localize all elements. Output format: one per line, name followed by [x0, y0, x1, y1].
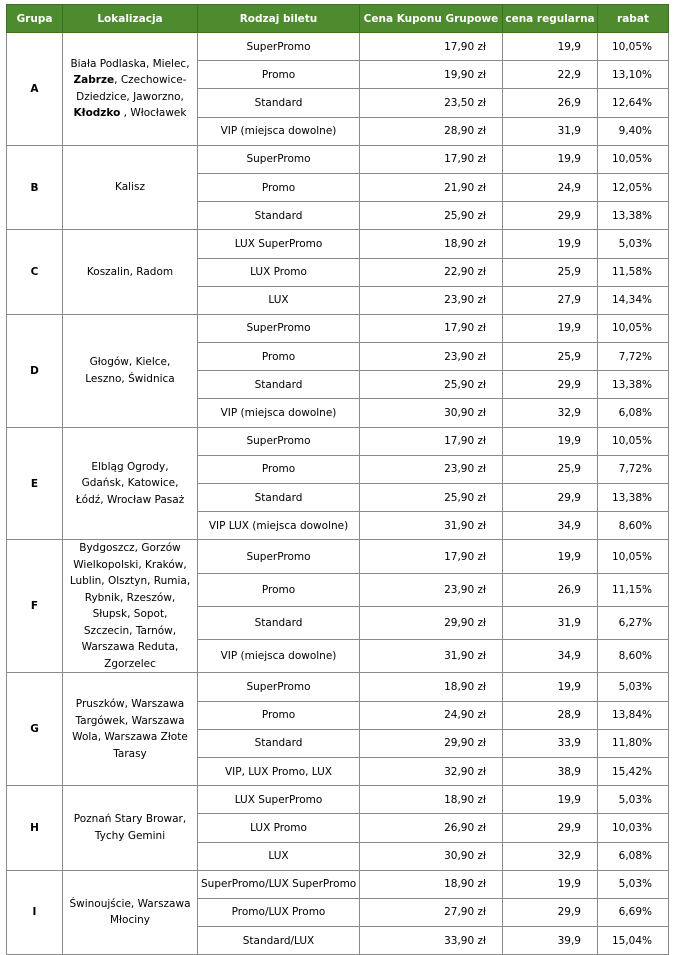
regular-price-cell: 39,9 [503, 927, 598, 955]
coupon-price-cell: 25,90 zł [360, 202, 503, 230]
regular-price-cell: 26,9 [503, 89, 598, 117]
table-row [7, 786, 669, 814]
discount-cell: 13,38% [598, 202, 669, 230]
discount-cell: 10,03% [598, 814, 669, 842]
ticket-type-cell: SuperPromo [198, 540, 360, 573]
location-text: Poznań Stary Browar, Tychy Gemini [73, 813, 187, 842]
group-label: F [7, 540, 63, 673]
location-text: Koszalin, Radom [86, 265, 174, 278]
group-locations [63, 145, 198, 230]
regular-price-cell: 29,9 [503, 202, 598, 230]
regular-price-cell: 31,9 [503, 606, 598, 639]
group-label: G [7, 673, 63, 786]
regular-price-cell: 31,9 [503, 117, 598, 145]
coupon-price-cell: 31,90 zł [360, 512, 503, 540]
group-label: D [7, 314, 63, 427]
location-text: Bydgoszcz, Gorzów Wielkopolski, Kraków, Lublin, Olsztyn, Rumia, Rybnik, Rzeszów, Słupsk, Sopot, Szczecin, Tarnów, Warszawa Reduta, Zgorzelec [69, 542, 191, 670]
discount-cell: 5,03% [598, 673, 669, 701]
location-text: Głogów, Kielce, Leszno, Świdnica [85, 356, 175, 385]
discount-cell: 15,04% [598, 927, 669, 955]
ticket-type-cell: SuperPromo [198, 673, 360, 701]
coupon-price-cell: 22,90 zł [360, 258, 503, 286]
regular-price-cell: 29,9 [503, 371, 598, 399]
regular-price-cell: 19,9 [503, 33, 598, 61]
header-location: Lokalizacja [63, 5, 198, 33]
discount-cell: 12,05% [598, 173, 669, 201]
regular-price-cell: 19,9 [503, 870, 598, 898]
discount-cell: 13,10% [598, 61, 669, 89]
location-text: , Włocławek [120, 107, 187, 120]
regular-price-cell: 34,9 [503, 640, 598, 673]
regular-price-cell: 32,9 [503, 842, 598, 870]
ticket-type-cell: VIP (miejsca dowolne) [198, 399, 360, 427]
ticket-type-cell: Promo [198, 61, 360, 89]
coupon-price-cell: 25,90 zł [360, 484, 503, 512]
ticket-type-cell: LUX [198, 286, 360, 314]
regular-price-cell: 25,9 [503, 455, 598, 483]
regular-price-cell: 19,9 [503, 314, 598, 342]
discount-cell: 11,80% [598, 729, 669, 757]
group-label: A [7, 33, 63, 146]
ticket-type-cell: SuperPromo [198, 33, 360, 61]
ticket-type-cell: SuperPromo/LUX SuperPromo [198, 870, 360, 898]
ticket-type-cell: LUX Promo [198, 258, 360, 286]
discount-cell: 13,38% [598, 371, 669, 399]
regular-price-cell: 19,9 [503, 540, 598, 573]
location-text: Biała Podlaska, Mielec, [70, 57, 190, 70]
coupon-price-cell: 23,90 zł [360, 343, 503, 371]
discount-cell: 6,08% [598, 842, 669, 870]
regular-price-cell: 26,9 [503, 573, 598, 606]
group-label: H [7, 786, 63, 871]
discount-cell: 8,60% [598, 512, 669, 540]
ticket-type-cell: LUX SuperPromo [198, 786, 360, 814]
discount-cell: 11,58% [598, 258, 669, 286]
location-highlight: Zabrze [73, 74, 115, 87]
regular-price-cell: 19,9 [503, 673, 598, 701]
ticket-type-cell: LUX SuperPromo [198, 230, 360, 258]
group-label: B [7, 145, 63, 230]
regular-price-cell: 19,9 [503, 786, 598, 814]
discount-cell: 10,05% [598, 33, 669, 61]
discount-cell: 11,15% [598, 573, 669, 606]
discount-cell: 9,40% [598, 117, 669, 145]
discount-cell: 14,34% [598, 286, 669, 314]
ticket-type-cell: Promo [198, 455, 360, 483]
discount-cell: 8,60% [598, 640, 669, 673]
coupon-price-cell: 30,90 zł [360, 399, 503, 427]
regular-price-cell: 38,9 [503, 757, 598, 785]
group-label: E [7, 427, 63, 540]
group-locations [63, 673, 198, 786]
ticket-type-cell: SuperPromo [198, 314, 360, 342]
regular-price-cell: 19,9 [503, 427, 598, 455]
ticket-type-cell: LUX [198, 842, 360, 870]
coupon-price-cell: 17,90 zł [360, 427, 503, 455]
group-locations [63, 870, 198, 955]
ticket-type-cell: VIP LUX (miejsca dowolne) [198, 512, 360, 540]
coupon-price-cell: 18,90 zł [360, 870, 503, 898]
header-coupon-price: Cena Kuponu Grupowe [360, 5, 503, 33]
coupon-price-cell: 17,90 zł [360, 314, 503, 342]
regular-price-cell: 27,9 [503, 286, 598, 314]
discount-cell: 5,03% [598, 786, 669, 814]
ticket-type-cell: Standard [198, 606, 360, 639]
coupon-price-cell: 30,90 zł [360, 842, 503, 870]
coupon-price-cell: 17,90 zł [360, 540, 503, 573]
location-text: Świnoujście, Warszawa Młociny [69, 897, 191, 927]
location-text: Kalisz [115, 181, 145, 194]
ticket-type-cell: Standard [198, 729, 360, 757]
table-row [7, 870, 669, 898]
discount-cell: 7,72% [598, 455, 669, 483]
ticket-type-cell: Standard [198, 484, 360, 512]
ticket-type-cell: SuperPromo [198, 145, 360, 173]
coupon-price-cell: 19,90 zł [360, 61, 503, 89]
location-text: Pruszków, Warszawa Targówek, Warszawa Wola, Warszawa Złote Tarasy [72, 698, 188, 760]
discount-cell: 5,03% [598, 230, 669, 258]
group-label: C [7, 230, 63, 315]
discount-cell: 6,27% [598, 606, 669, 639]
coupon-price-cell: 23,50 zł [360, 89, 503, 117]
header-group: Grupa [7, 5, 63, 33]
regular-price-cell: 24,9 [503, 173, 598, 201]
coupon-price-cell: 29,90 zł [360, 729, 503, 757]
pricing-table-container [6, 4, 668, 955]
regular-price-cell: 25,9 [503, 343, 598, 371]
coupon-price-cell: 23,90 zł [360, 573, 503, 606]
discount-cell: 15,42% [598, 757, 669, 785]
coupon-price-cell: 24,90 zł [360, 701, 503, 729]
table-row [7, 540, 669, 573]
discount-cell: 6,08% [598, 399, 669, 427]
ticket-type-cell: VIP, LUX Promo, LUX [198, 757, 360, 785]
regular-price-cell: 28,9 [503, 701, 598, 729]
regular-price-cell: 32,9 [503, 399, 598, 427]
table-row [7, 314, 669, 342]
coupon-price-cell: 17,90 zł [360, 33, 503, 61]
ticket-type-cell: Promo [198, 573, 360, 606]
ticket-type-cell: SuperPromo [198, 427, 360, 455]
discount-cell: 13,84% [598, 701, 669, 729]
group-locations [63, 427, 198, 540]
regular-price-cell: 29,9 [503, 484, 598, 512]
discount-cell: 10,05% [598, 540, 669, 573]
table-body [7, 33, 669, 955]
header-ticket-type: Rodzaj biletu [198, 5, 360, 33]
regular-price-cell: 25,9 [503, 258, 598, 286]
ticket-type-cell: Promo/LUX Promo [198, 898, 360, 926]
coupon-price-cell: 18,90 zł [360, 230, 503, 258]
ticket-type-cell: VIP (miejsca dowolne) [198, 640, 360, 673]
regular-price-cell: 19,9 [503, 230, 598, 258]
coupon-price-cell: 29,90 zł [360, 606, 503, 639]
discount-cell: 13,38% [598, 484, 669, 512]
coupon-price-cell: 32,90 zł [360, 757, 503, 785]
regular-price-cell: 29,9 [503, 814, 598, 842]
table-row [7, 673, 669, 701]
group-locations [63, 33, 198, 146]
location-highlight: Kłodzko [73, 107, 121, 120]
table-row [7, 230, 669, 258]
ticket-type-cell: LUX Promo [198, 814, 360, 842]
table-row [7, 33, 669, 61]
header-regular-price: cena regularna [503, 5, 598, 33]
coupon-price-cell: 21,90 zł [360, 173, 503, 201]
ticket-type-cell: VIP (miejsca dowolne) [198, 117, 360, 145]
coupon-price-cell: 18,90 zł [360, 786, 503, 814]
coupon-price-cell: 23,90 zł [360, 455, 503, 483]
coupon-price-cell: 25,90 zł [360, 371, 503, 399]
coupon-price-cell: 17,90 zł [360, 145, 503, 173]
coupon-price-cell: 28,90 zł [360, 117, 503, 145]
header-discount: rabat [598, 5, 669, 33]
ticket-type-cell: Standard [198, 202, 360, 230]
regular-price-cell: 22,9 [503, 61, 598, 89]
group-locations [63, 314, 198, 427]
header-row [7, 5, 669, 33]
group-locations [63, 786, 198, 871]
discount-cell: 10,05% [598, 427, 669, 455]
discount-cell: 7,72% [598, 343, 669, 371]
group-label: I [7, 870, 63, 955]
group-locations [63, 230, 198, 315]
table-row [7, 145, 669, 173]
ticket-type-cell: Standard [198, 371, 360, 399]
discount-cell: 12,64% [598, 89, 669, 117]
ticket-type-cell: Promo [198, 343, 360, 371]
location-text: , Czechowice-Dziedzice, Jaworzno, [76, 74, 187, 103]
regular-price-cell: 34,9 [503, 512, 598, 540]
discount-cell: 10,05% [598, 314, 669, 342]
coupon-price-cell: 23,90 zł [360, 286, 503, 314]
discount-cell: 10,05% [598, 145, 669, 173]
ticket-type-cell: Standard/LUX [198, 927, 360, 955]
group-locations [63, 540, 198, 673]
ticket-type-cell: Promo [198, 701, 360, 729]
coupon-price-cell: 18,90 zł [360, 673, 503, 701]
table-row [7, 427, 669, 455]
discount-cell: 5,03% [598, 870, 669, 898]
ticket-type-cell: Standard [198, 89, 360, 117]
coupon-price-cell: 26,90 zł [360, 814, 503, 842]
coupon-price-cell: 31,90 zł [360, 640, 503, 673]
discount-cell: 6,69% [598, 898, 669, 926]
regular-price-cell: 29,9 [503, 898, 598, 926]
ticket-type-cell: Promo [198, 173, 360, 201]
pricing-table [6, 4, 669, 955]
regular-price-cell: 33,9 [503, 729, 598, 757]
coupon-price-cell: 33,90 zł [360, 927, 503, 955]
coupon-price-cell: 27,90 zł [360, 898, 503, 926]
location-text: Elbląg Ogrody, Gdańsk, Katowice, Łódź, Wrocław Pasaż [75, 460, 185, 506]
regular-price-cell: 19,9 [503, 145, 598, 173]
